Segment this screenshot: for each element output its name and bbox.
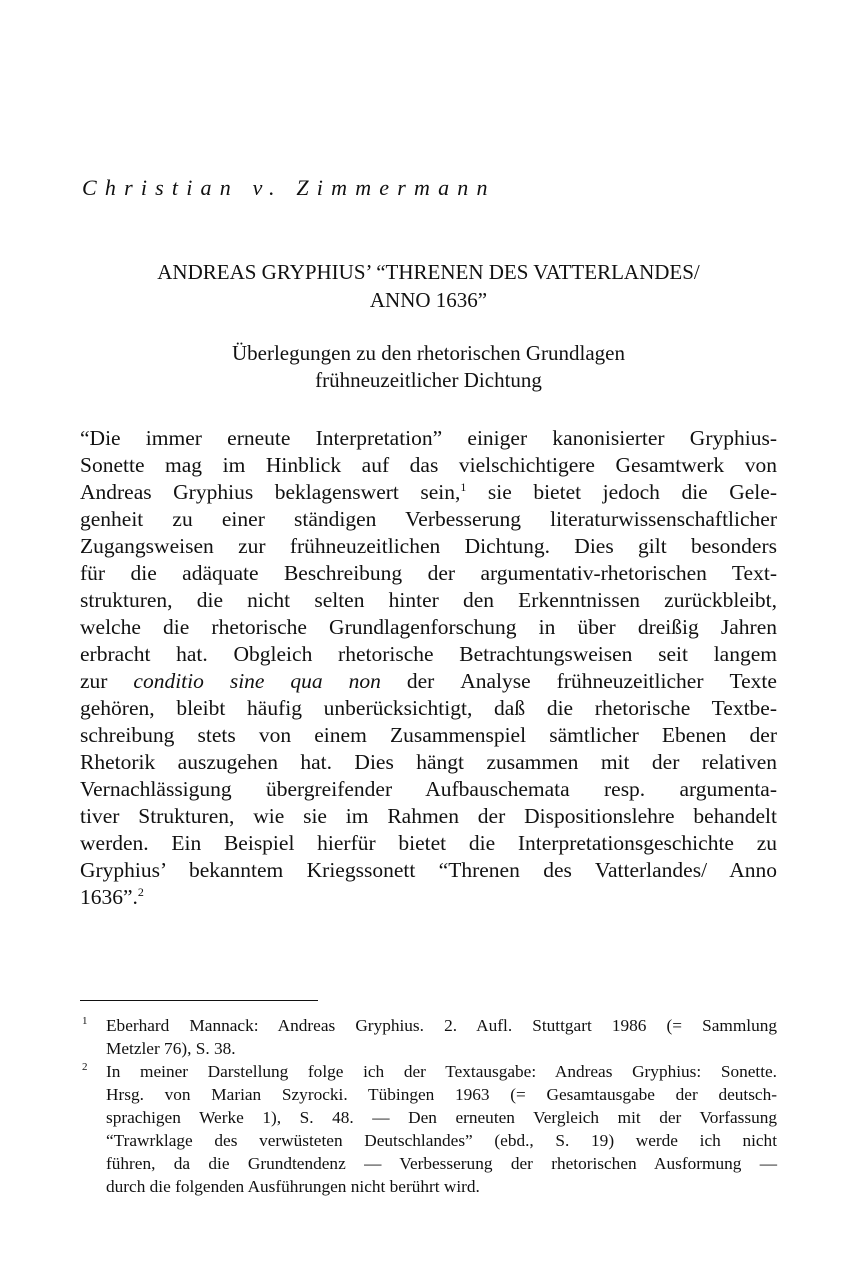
body-line: werden. Ein Beispiel hierfür bietet die Interpretationsgeschichte zu (80, 831, 777, 855)
word: bietet (533, 480, 582, 504)
footnote-line: sprachigen Werke 1), S. 48. — Den erneuten Vergleich mit der Vorfassung (106, 1108, 777, 1127)
word: Andreas (80, 480, 152, 504)
word: sie (487, 480, 512, 504)
italic-word (230, 668, 265, 695)
body-line: genheit zu einer ständigen Verbesserung literaturwissenschaftlicher (80, 507, 777, 531)
body-text (80, 425, 777, 911)
italic-word (349, 668, 381, 695)
word: beklagenswert (274, 480, 399, 504)
word: Analyse (460, 669, 531, 693)
italic-word (133, 668, 203, 695)
footnote-number: 1 (82, 1015, 88, 1027)
footnote-line: Eberhard Mannack: Andreas Gryphius. 2. Aufl. Stuttgart 1986 (= Sammlung (106, 1016, 777, 1035)
word: Texte (729, 669, 777, 693)
body-line (80, 668, 777, 695)
body-line: Zugangsweisen zur frühneuzeitlichen Dichtung. Dies gilt besonders (80, 534, 777, 558)
footnote-line: “Trawrklage des verwüsteten Deutschlandes” (ebd., S. 19) werde ich nicht (106, 1131, 777, 1150)
italic-phrase: qua (290, 669, 323, 693)
body-line: erbracht hat. Obgleich rhetorische Betrachtungsweisen seit langem (80, 642, 777, 666)
body-line: tiver Strukturen, wie sie im Rahmen der Dispositionslehre behandelt (80, 804, 777, 828)
subtitle-line: frühneuzeitlicher Dichtung (315, 368, 542, 392)
article-title (80, 258, 777, 314)
body-line: schreibung stets von einem Zusammenspiel sämtlicher Ebenen der (80, 723, 777, 747)
footnote-line: In meiner Darstellung folge ich der Textausgabe: Andreas Gryphius: Sonette. (106, 1062, 777, 1081)
word: der (406, 669, 435, 693)
word: Gele- (729, 480, 777, 504)
body-line: “Die immer erneute Interpretation” einiger kanonisierter Gryphius- (80, 426, 777, 450)
footnote-rule (80, 1000, 318, 1001)
word: frühneuzeitlicher (556, 669, 704, 693)
italic-word (290, 668, 322, 695)
italic-phrase: non (348, 669, 381, 693)
footnote-line: Hrsg. von Marian Szyrocki. Tübingen 1963 (= Gesamtausgabe der deutsch- (106, 1085, 777, 1104)
footnote-line: durch die folgenden Ausführungen nicht berührt wird. (106, 1177, 480, 1196)
body-line: Vernachlässigung übergreifender Aufbauschemata resp. argumenta- (80, 777, 777, 801)
word: sein,$^1$ (420, 479, 467, 504)
body-line: welche die rhetorische Grundlagenforschung in über dreißig Jahren (80, 615, 777, 639)
body-line: strukturen, die nicht selten hinter den Erkenntnissen zurückbleibt, (80, 588, 777, 612)
word: zur (80, 669, 108, 693)
body-line (80, 884, 777, 911)
footnote-reference: 2 (137, 884, 144, 899)
article-subtitle (80, 340, 777, 394)
footnote-line: führen, da die Grundtendenz — Verbesserung der rhetorischen Ausformung — (106, 1154, 777, 1173)
footnotes (80, 1014, 777, 1198)
italic-phrase: conditio (133, 669, 204, 693)
word: jedoch (602, 480, 660, 504)
body-line (80, 479, 777, 506)
body-line: gehören, bleibt häufig unberücksichtigt, daß die rhetorische Textbe- (80, 696, 777, 720)
footnote-reference: 1 (460, 479, 467, 494)
body-line: Sonette mag im Hinblick auf das vielschichtigere Gesamtwerk von (80, 453, 777, 477)
footnote (80, 1014, 777, 1060)
body-line: Rhetorik auszugehen hat. Dies hängt zusammen mit der relativen (80, 750, 777, 774)
title-line: ANDREAS GRYPHIUS’ “THRENEN DES VATTERLANDES/ (157, 260, 700, 284)
italic-phrase: sine (229, 669, 265, 693)
subtitle-line: Überlegungen zu den rhetorischen Grundlagen (231, 341, 626, 365)
word: die (681, 480, 708, 504)
author-name: Christian v. Zimmermann (82, 175, 496, 200)
footnote (80, 1060, 777, 1198)
footnote-number: 2 (82, 1061, 88, 1073)
title-line: ANNO 1636” (369, 288, 488, 312)
word: Gryphius (173, 480, 254, 504)
word: 1636”.$^2$ (80, 884, 144, 909)
body-line: für die adäquate Beschreibung der argumentativ-rhetorischen Text- (80, 561, 777, 585)
footnote-line: Metzler 76), S. 38. (106, 1039, 236, 1058)
body-line: Gryphius’ bekanntem Kriegssonett “Threnen des Vatterlandes/ Anno (80, 858, 777, 882)
